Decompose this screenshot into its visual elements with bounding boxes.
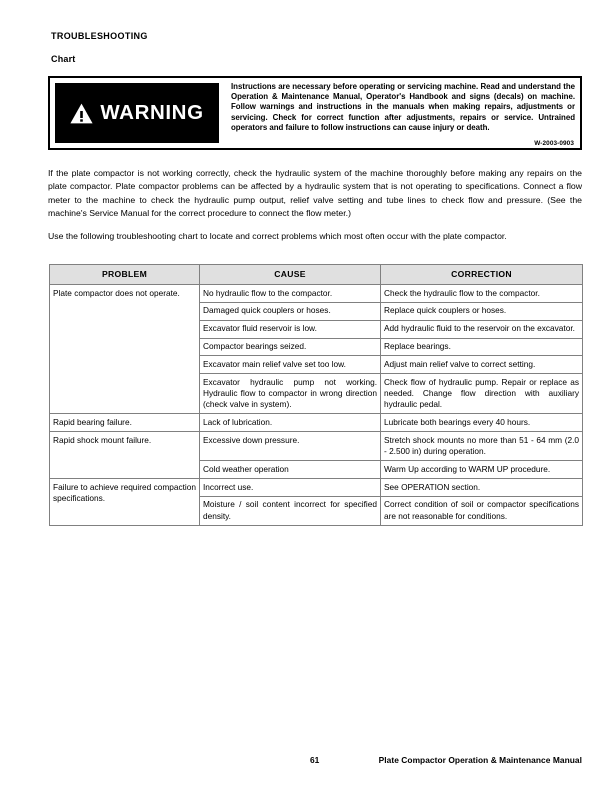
table-header-row bbox=[50, 265, 583, 285]
cell-correction: Add hydraulic fluid to the reservoir on the excavator. bbox=[381, 320, 583, 338]
cell-correction: Warm Up according to WARM UP procedure. bbox=[381, 461, 583, 479]
table-row bbox=[50, 479, 583, 497]
warning-label: WARNING bbox=[100, 100, 204, 124]
column-header-cause: CAUSE bbox=[200, 265, 381, 285]
cell-cause: Lack of lubrication. bbox=[200, 414, 381, 432]
intro-paragraph-2: Use the following troubleshooting chart to locate and correct problems which most often occur with the plate compactor. bbox=[48, 231, 507, 241]
cell-correction: Correct condition of soil or compactor specifications are not reasonable for conditions. bbox=[381, 496, 583, 525]
column-header-correction: CORRECTION bbox=[381, 265, 583, 285]
cell-problem: Rapid shock mount failure. bbox=[50, 432, 200, 479]
cell-correction: Replace bearings. bbox=[381, 338, 583, 356]
cell-cause: Damaged quick couplers or hoses. bbox=[200, 302, 381, 320]
cell-correction: Check the hydraulic flow to the compactor. bbox=[381, 285, 583, 303]
cell-correction: Lubricate both bearings every 40 hours. bbox=[381, 414, 583, 432]
table-row bbox=[50, 285, 583, 303]
cell-correction: Stretch shock mounts no more than 51 - 64 mm (2.0 - 2.500 in) during operation. bbox=[381, 432, 583, 461]
cell-problem: Rapid bearing failure. bbox=[50, 414, 200, 432]
cell-cause: Excavator main relief valve set too low. bbox=[200, 356, 381, 374]
cell-problem: Plate compactor does not operate. bbox=[50, 285, 200, 414]
page-footer bbox=[48, 755, 582, 769]
cell-correction: Replace quick couplers or hoses. bbox=[381, 302, 583, 320]
footer-page-number: 61 bbox=[310, 755, 320, 765]
cell-cause: Excavator hydraulic pump not working. Hydraulic flow to compactor in wrong direction (check valve in system). bbox=[200, 374, 381, 414]
table-row bbox=[50, 432, 583, 461]
cell-correction: Check flow of hydraulic pump. Repair or replace as needed. Change flow direction with auxiliary hydraulic pedal. bbox=[381, 374, 583, 414]
table-header bbox=[50, 265, 583, 285]
cell-problem: Failure to achieve required compaction specifications. bbox=[50, 479, 200, 526]
cell-cause: No hydraulic flow to the compactor. bbox=[200, 285, 381, 303]
warning-decal-code: W-2003-0903 bbox=[534, 140, 574, 147]
cell-cause: Moisture / soil content incorrect for specified density. bbox=[200, 496, 381, 525]
page-title: TROUBLESHOOTING bbox=[51, 31, 148, 41]
table-row bbox=[50, 414, 583, 432]
cell-correction: Adjust main relief valve to correct setting. bbox=[381, 356, 583, 374]
troubleshooting-table bbox=[49, 264, 583, 526]
footer-manual-title: Plate Compactor Operation & Maintenance Manual bbox=[378, 755, 582, 765]
warning-text: Instructions are necessary before operating or servicing machine. Read and understand the Operation & Maintenance Manual, Operator's Handbook and signs (decals) on machine. Follow warnings and instructions in the manuals when making repairs, adjustments or servicing. Check for correct function after adjustments, repairs or service. Untrained operators and failure to follow instructions can cause injury or death. bbox=[231, 82, 575, 132]
cell-cause: Excessive down pressure. bbox=[200, 432, 381, 461]
cell-correction: See OPERATION section. bbox=[381, 479, 583, 497]
intro-paragraph-1: If the plate compactor is not working correctly, check the hydraulic system of the machine thoroughly before making any repairs on the plate compactor. Plate compactor problems can be affected by a hydraulic system that is not operating to specifications. Connect a flow meter to the machine to check the hydraulic pump output, relief valve setting and tube lines to check flow and pressure. (See the machine's Service Manual for the correct procedure to connect the flow meter.) bbox=[48, 168, 582, 218]
cell-cause: Incorrect use. bbox=[200, 479, 381, 497]
cell-cause: Compactor bearings seized. bbox=[200, 338, 381, 356]
warning-decal bbox=[48, 76, 582, 150]
warning-body bbox=[224, 78, 580, 148]
warning-triangle-icon bbox=[70, 103, 93, 124]
page-subtitle: Chart bbox=[51, 54, 76, 64]
warning-banner bbox=[53, 81, 221, 145]
table-body bbox=[50, 285, 583, 526]
column-header-problem: PROBLEM bbox=[50, 265, 200, 285]
cell-cause: Excavator fluid reservoir is low. bbox=[200, 320, 381, 338]
cell-cause: Cold weather operation bbox=[200, 461, 381, 479]
